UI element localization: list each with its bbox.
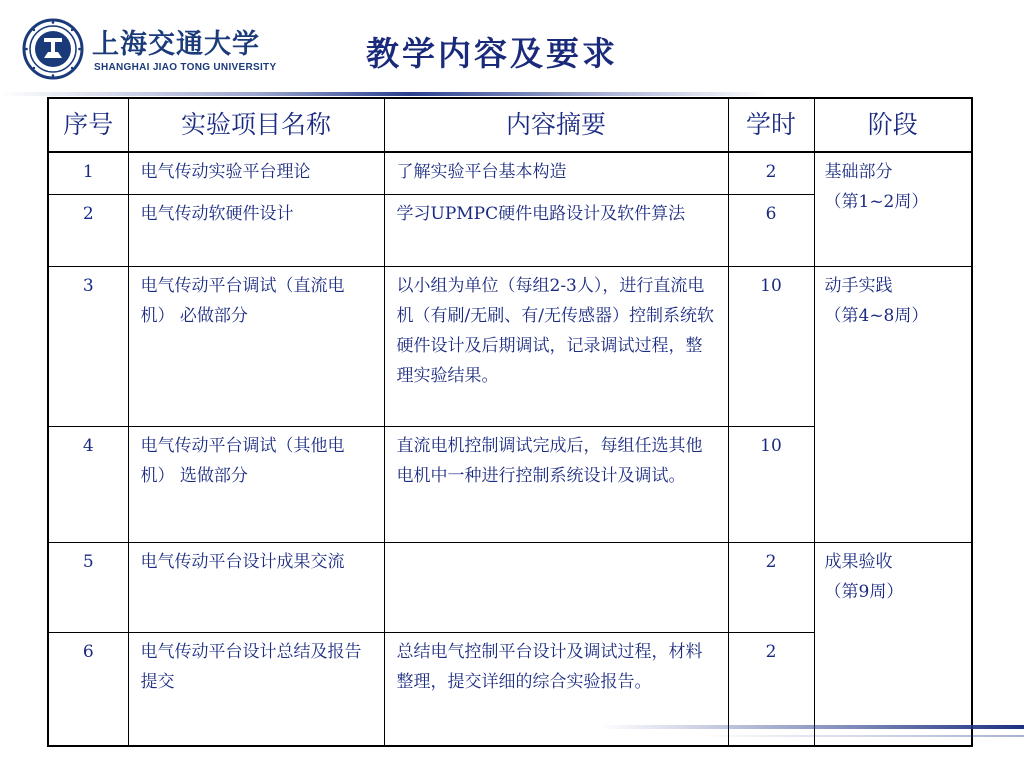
row-summary: 以小组为单位（每组2-3人），进行直流电机（有刷/无刷、有/无传感器）控制系统软硬件设计及后期调试，记录调试过程，整理实验结果。 — [384, 266, 728, 426]
stage-label: 动手实践 — [824, 275, 893, 296]
row-project-name: 电气传动软硬件设计 — [128, 194, 384, 266]
row-summary: 总结电气控制平台设计及调试过程，材料整理，提交详细的综合实验报告。 — [384, 632, 728, 746]
table-header-row — [48, 98, 972, 152]
row-number: 4 — [48, 426, 128, 542]
row-summary: 了解实验平台基本构造 — [384, 152, 728, 194]
course-content-table — [47, 97, 973, 747]
footer-divider — [600, 725, 1024, 729]
university-seal-icon — [22, 18, 84, 80]
row-project-name: 电气传动平台调试（直流电机） 必做部分 — [128, 266, 384, 426]
stage-cell-acceptance — [814, 542, 972, 746]
row-summary: 学习UPMPC硬件电路设计及软件算法 — [384, 194, 728, 266]
row-number: 5 — [48, 542, 128, 632]
row-hours: 2 — [728, 632, 814, 746]
row-number: 1 — [48, 152, 128, 194]
header-cell-number: 序号 — [48, 98, 128, 152]
stage-cell-practice — [814, 266, 972, 542]
row-hours: 2 — [728, 542, 814, 632]
logo-chinese-name: 上海交通大学 — [92, 29, 260, 60]
row-project-name: 电气传动平台调试（其他电机） 选做部分 — [128, 426, 384, 542]
header-cell-summary: 内容摘要 — [384, 98, 728, 152]
table-row — [48, 266, 972, 426]
stage-weeks: （第1~2周） — [824, 192, 929, 212]
row-hours: 2 — [728, 152, 814, 194]
row-project-name: 电气传动平台设计总结及报告提交 — [128, 632, 384, 746]
row-summary: 直流电机控制调试完成后，每组任选其他电机中一种进行控制系统设计及调试。 — [384, 426, 728, 542]
header-cell-project-name: 实验项目名称 — [128, 98, 384, 152]
svg-text:1896: 1896 — [47, 67, 59, 73]
logo-english-name: SHANGHAI JIAO TONG UNIVERSITY — [94, 62, 277, 73]
university-logo — [22, 18, 277, 82]
header-divider — [0, 92, 1024, 96]
row-project-name: 电气传动平台设计成果交流 — [128, 542, 384, 632]
row-number: 6 — [48, 632, 128, 746]
table-row — [48, 152, 972, 194]
row-summary — [384, 542, 728, 632]
header-cell-stage: 阶段 — [814, 98, 972, 152]
row-hours: 10 — [728, 426, 814, 542]
page-title: 教学内容及要求 — [366, 34, 618, 73]
stage-weeks: （第9周） — [824, 581, 904, 602]
stage-label: 成果验收 — [824, 551, 893, 572]
row-number: 3 — [48, 266, 128, 426]
stage-label: 基础部分 — [824, 162, 893, 182]
footer-divider-thin — [700, 735, 1024, 737]
header-cell-hours: 学时 — [728, 98, 814, 152]
row-hours: 10 — [728, 266, 814, 426]
stage-weeks: （第4~8周） — [824, 305, 929, 326]
table-row — [48, 542, 972, 632]
row-number: 2 — [48, 194, 128, 266]
stage-cell-basic — [814, 152, 972, 266]
row-project-name: 电气传动实验平台理论 — [128, 152, 384, 194]
row-hours: 6 — [728, 194, 814, 266]
